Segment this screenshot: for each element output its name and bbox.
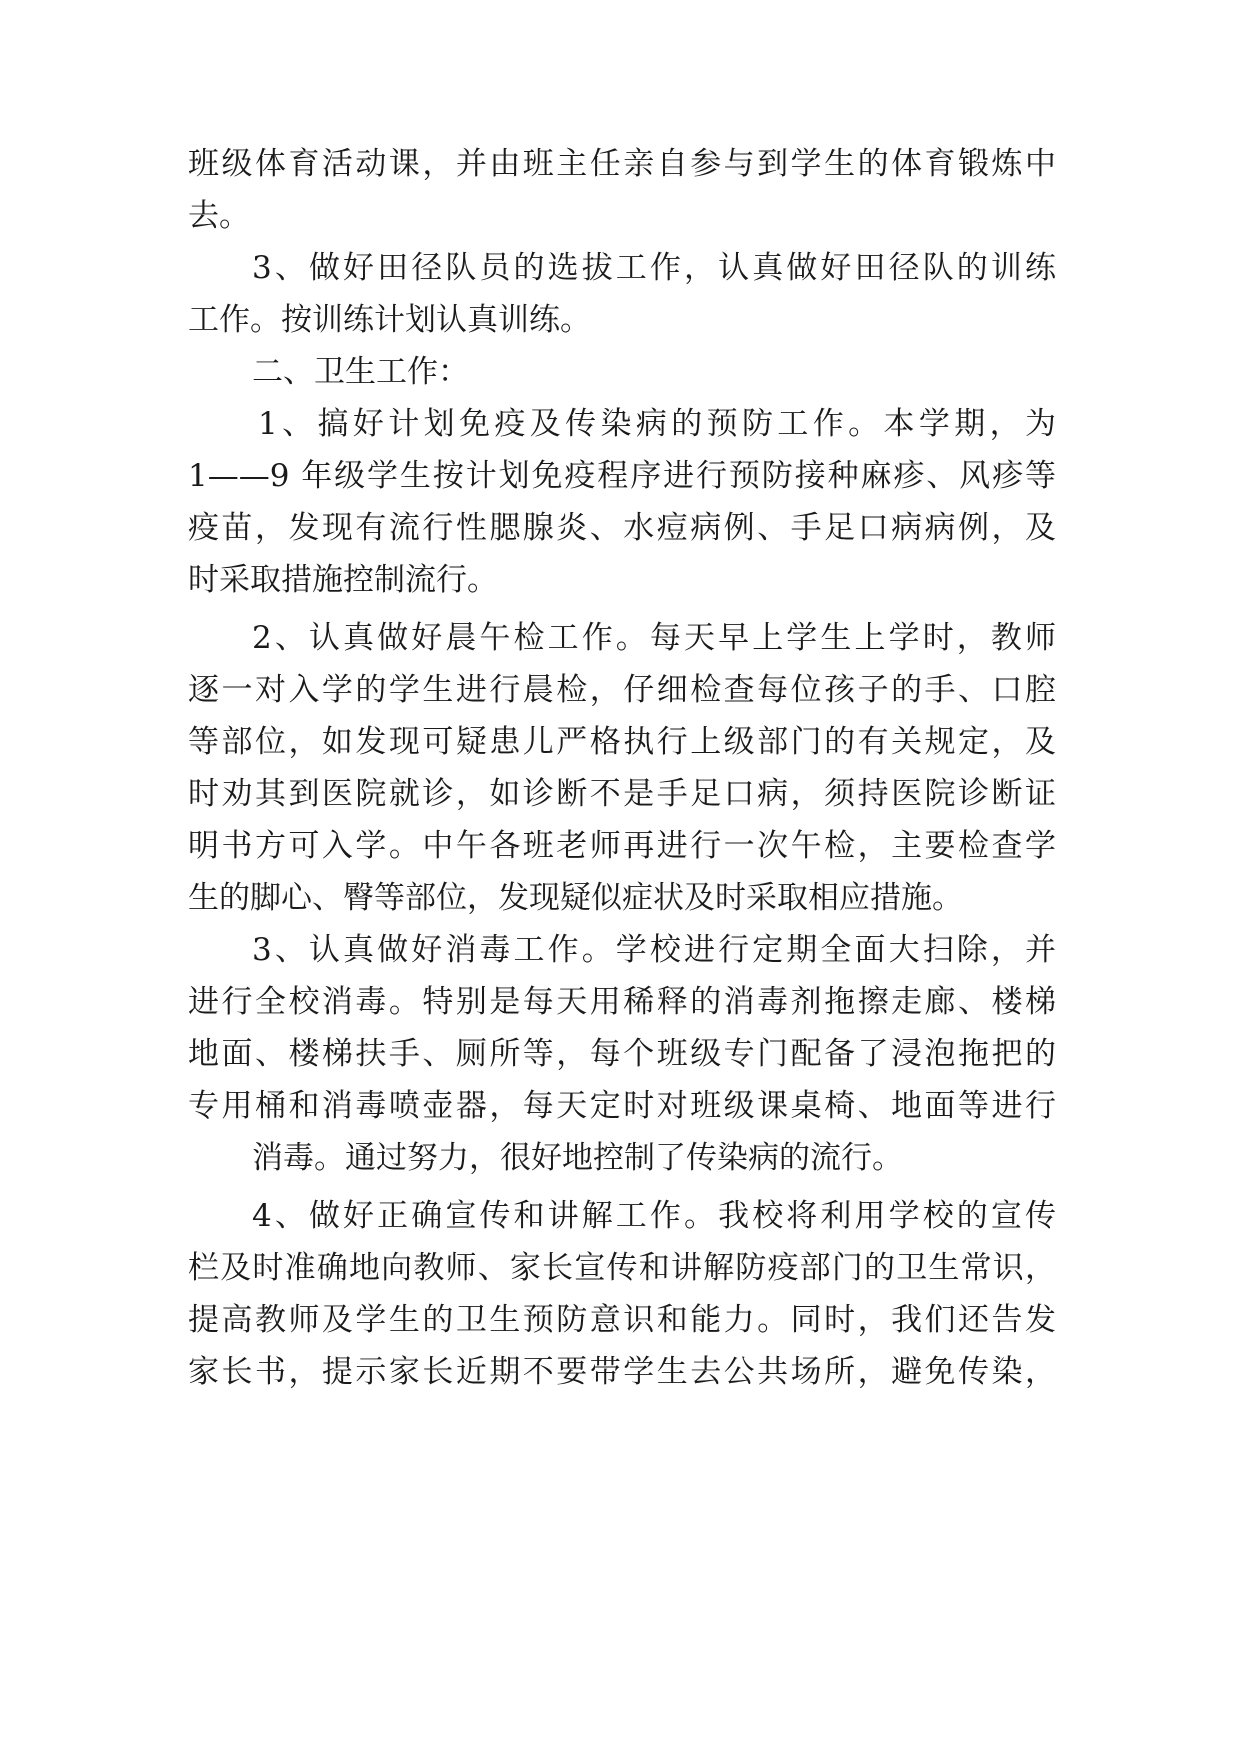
text-line: 栏及时准确地向教师、家长宣传和讲解防疫部门的卫生常识， [188,1250,1056,1286]
text-line: 等部位，如发现可疑患儿严格执行上级部门的有关规定，及 [188,724,1056,760]
section-heading: 二、卫生工作： [252,354,469,390]
text-line: 生的脚心、臀等部位，发现疑似症状及时采取相应措施。 [188,880,963,916]
text-line: 逐一对入学的学生进行晨检，仔细检查每位孩子的手、口腔 [188,672,1056,708]
text-line: 专用桶和消毒喷壶器，每天定时对班级课桌椅、地面等进行 [188,1088,1056,1124]
text-line: 明书方可入学。中午各班老师再进行一次午检，主要检查学 [188,828,1056,864]
text-line: 去。 [188,198,250,234]
text-line: 提高教师及学生的卫生预防意识和能力。同时，我们还告发 [188,1302,1056,1338]
text-line: 进行全校消毒。特别是每天用稀释的消毒剂拖擦走廊、楼梯 [188,984,1056,1020]
text-line: 3、做好田径队员的选拔工作，认真做好田径队的训练 [252,250,1056,286]
text-line: 时采取措施控制流行。 [188,562,498,598]
text-line: 消毒。通过努力，很好地控制了传染病的流行。 [252,1140,903,1176]
text-line: 3、认真做好消毒工作。学校进行定期全面大扫除，并 [252,932,1056,968]
text-line: 1、搞好计划免疫及传染病的预防工作。本学期，为 [258,406,1056,442]
text-line: 班级体育活动课，并由班主任亲自参与到学生的体育锻炼中 [188,146,1056,182]
text-line: 4、做好正确宣传和讲解工作。我校将利用学校的宣传 [252,1198,1056,1234]
text-line: 工作。按训练计划认真训练。 [188,302,591,338]
text-line: 2、认真做好晨午检工作。每天早上学生上学时，教师 [252,620,1056,656]
text-line: 时劝其到医院就诊，如诊断不是手足口病，须持医院诊断证 [188,776,1056,812]
text-line: 家长书，提示家长近期不要带学生去公共场所，避免传染， [188,1354,1056,1390]
text-line: 1——9 年级学生按计划免疫程序进行预防接种麻疹、风疹等 [188,458,1056,494]
text-line: 疫苗，发现有流行性腮腺炎、水痘病例、手足口病病例，及 [188,510,1056,546]
text-line: 地面、楼梯扶手、厕所等，每个班级专门配备了浸泡拖把的 [188,1036,1056,1072]
